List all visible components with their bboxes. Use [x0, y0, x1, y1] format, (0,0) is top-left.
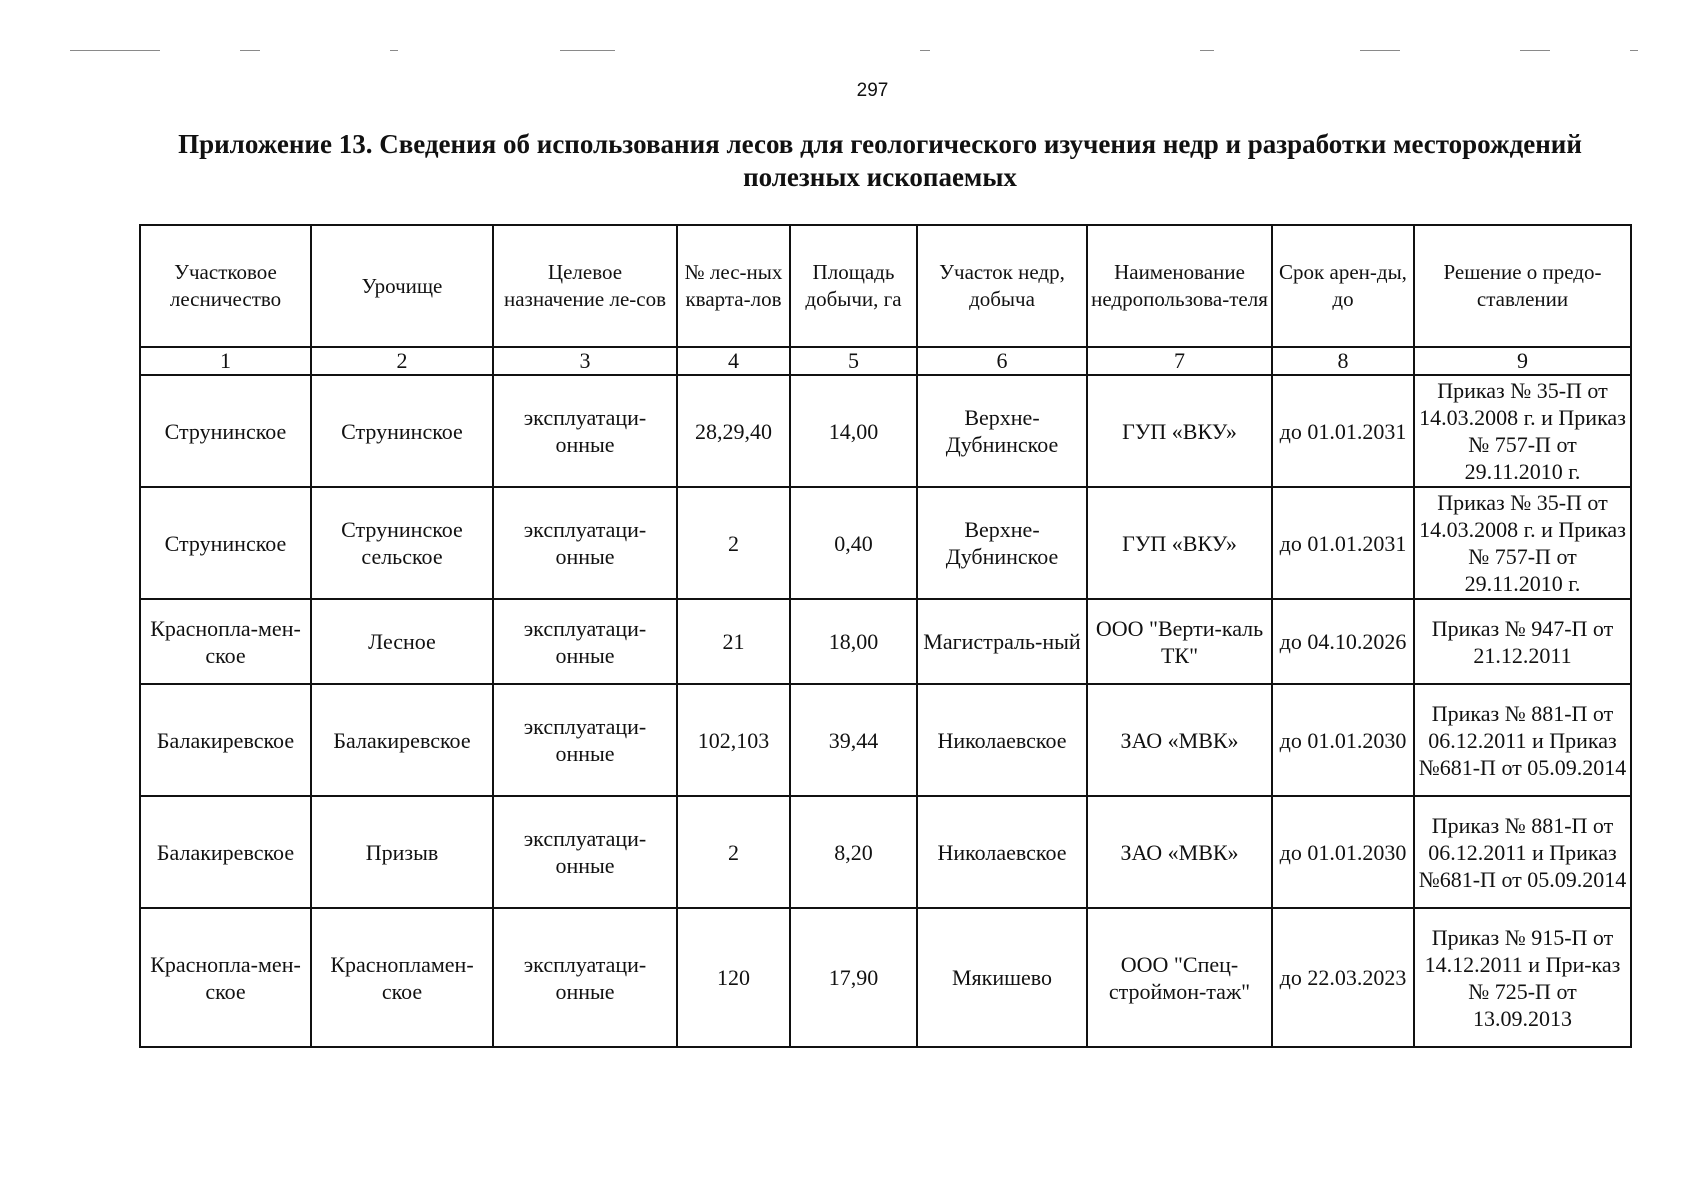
cell-decision: Приказ № 915-П от 14.12.2011 и При-каз № 725-П от 13.09.2013 — [1414, 908, 1631, 1047]
header-term: Срок арен-ды, до — [1272, 225, 1414, 347]
header-site: Участок недр, добыча — [917, 225, 1087, 347]
cell-quarters: 2 — [677, 487, 790, 599]
column-number: 7 — [1087, 347, 1272, 375]
cell-user: ЗАО «МВК» — [1087, 684, 1272, 796]
cell-purpose: эксплуатаци-онные — [493, 684, 677, 796]
cell-decision: Приказ № 947-П от 21.12.2011 — [1414, 599, 1631, 684]
page-title: Приложение 13. Сведения об использования лесов для геологического изучения недр и разработки месторождений полезных ископаемых — [178, 129, 1582, 192]
column-number: 3 — [493, 347, 677, 375]
cell-area: 17,90 — [790, 908, 917, 1047]
cell-purpose: эксплуатаци-онные — [493, 796, 677, 908]
cell-user: ООО "Верти-каль ТК" — [1087, 599, 1272, 684]
cell-decision: Приказ № 881-П от 06.12.2011 и Приказ №681-П от 05.09.2014 — [1414, 684, 1631, 796]
header-quarters: № лес-ных кварта-лов — [677, 225, 790, 347]
data-table-container — [139, 224, 1630, 1048]
cell-term: до 04.10.2026 — [1272, 599, 1414, 684]
cell-user: ГУП «ВКУ» — [1087, 375, 1272, 487]
cell-term: до 01.01.2031 — [1272, 375, 1414, 487]
column-number: 8 — [1272, 347, 1414, 375]
cell-term: до 22.03.2023 — [1272, 908, 1414, 1047]
column-number-row — [140, 347, 1631, 375]
column-number: 9 — [1414, 347, 1631, 375]
header-row — [140, 225, 1631, 347]
cell-decision: Приказ № 35-П от 14.03.2008 г. и Приказ № 757-П от 29.11.2010 г. — [1414, 487, 1631, 599]
column-number: 5 — [790, 347, 917, 375]
cell-tract: Балакиревское — [311, 684, 493, 796]
cell-site: Верхне-Дубнинское — [917, 487, 1087, 599]
cell-user: ГУП «ВКУ» — [1087, 487, 1272, 599]
header-area: Площадь добычи, га — [790, 225, 917, 347]
cell-tract: Лесное — [311, 599, 493, 684]
cell-site: Николаевское — [917, 684, 1087, 796]
table-row — [140, 375, 1631, 487]
cell-decision: Приказ № 881-П от 06.12.2011 и Приказ №681-П от 05.09.2014 — [1414, 796, 1631, 908]
cell-forestry: Краснопла-мен-ское — [140, 599, 311, 684]
cell-decision: Приказ № 35-П от 14.03.2008 г. и Приказ № 757-П от 29.11.2010 г. — [1414, 375, 1631, 487]
cell-area: 0,40 — [790, 487, 917, 599]
page-number: 297 — [856, 80, 889, 101]
cell-purpose: эксплуатаци-онные — [493, 908, 677, 1047]
cell-purpose: эксплуатаци-онные — [493, 375, 677, 487]
cell-forestry: Балакиревское — [140, 796, 311, 908]
cell-area: 39,44 — [790, 684, 917, 796]
table-row — [140, 796, 1631, 908]
cell-forestry: Балакиревское — [140, 684, 311, 796]
cell-area: 18,00 — [790, 599, 917, 684]
table-row — [140, 684, 1631, 796]
cell-site: Николаевское — [917, 796, 1087, 908]
cell-area: 8,20 — [790, 796, 917, 908]
cell-tract: Струнинское сельское — [311, 487, 493, 599]
table-row — [140, 487, 1631, 599]
scan-edge-marks — [60, 50, 1640, 54]
cell-term: до 01.01.2031 — [1272, 487, 1414, 599]
cell-quarters: 120 — [677, 908, 790, 1047]
column-number: 1 — [140, 347, 311, 375]
cell-tract: Призыв — [311, 796, 493, 908]
column-number: 6 — [917, 347, 1087, 375]
cell-user: ООО "Спец-строймон-таж" — [1087, 908, 1272, 1047]
forest-use-table — [139, 224, 1632, 1048]
cell-quarters: 28,29,40 — [677, 375, 790, 487]
header-purpose: Целевое назначение ле-сов — [493, 225, 677, 347]
column-number: 4 — [677, 347, 790, 375]
header-user: Наименование недропользова-теля — [1087, 225, 1272, 347]
cell-site: Магистраль-ный — [917, 599, 1087, 684]
cell-purpose: эксплуатаци-онные — [493, 599, 677, 684]
cell-forestry: Краснопла-мен-ское — [140, 908, 311, 1047]
cell-area: 14,00 — [790, 375, 917, 487]
cell-site: Верхне-Дубнинское — [917, 375, 1087, 487]
cell-tract: Струнинское — [311, 375, 493, 487]
header-decision: Решение о предо-ставлении — [1414, 225, 1631, 347]
cell-term: до 01.01.2030 — [1272, 796, 1414, 908]
cell-quarters: 2 — [677, 796, 790, 908]
header-forestry: Участковое лесничество — [140, 225, 311, 347]
cell-user: ЗАО «МВК» — [1087, 796, 1272, 908]
table-row — [140, 908, 1631, 1047]
cell-term: до 01.01.2030 — [1272, 684, 1414, 796]
cell-quarters: 21 — [677, 599, 790, 684]
cell-forestry: Струнинское — [140, 375, 311, 487]
cell-forestry: Струнинское — [140, 487, 311, 599]
cell-site: Мякишево — [917, 908, 1087, 1047]
cell-quarters: 102,103 — [677, 684, 790, 796]
header-tract: Урочище — [311, 225, 493, 347]
cell-tract: Краснопламен-ское — [311, 908, 493, 1047]
table-row — [140, 599, 1631, 684]
cell-purpose: эксплуатаци-онные — [493, 487, 677, 599]
column-number: 2 — [311, 347, 493, 375]
